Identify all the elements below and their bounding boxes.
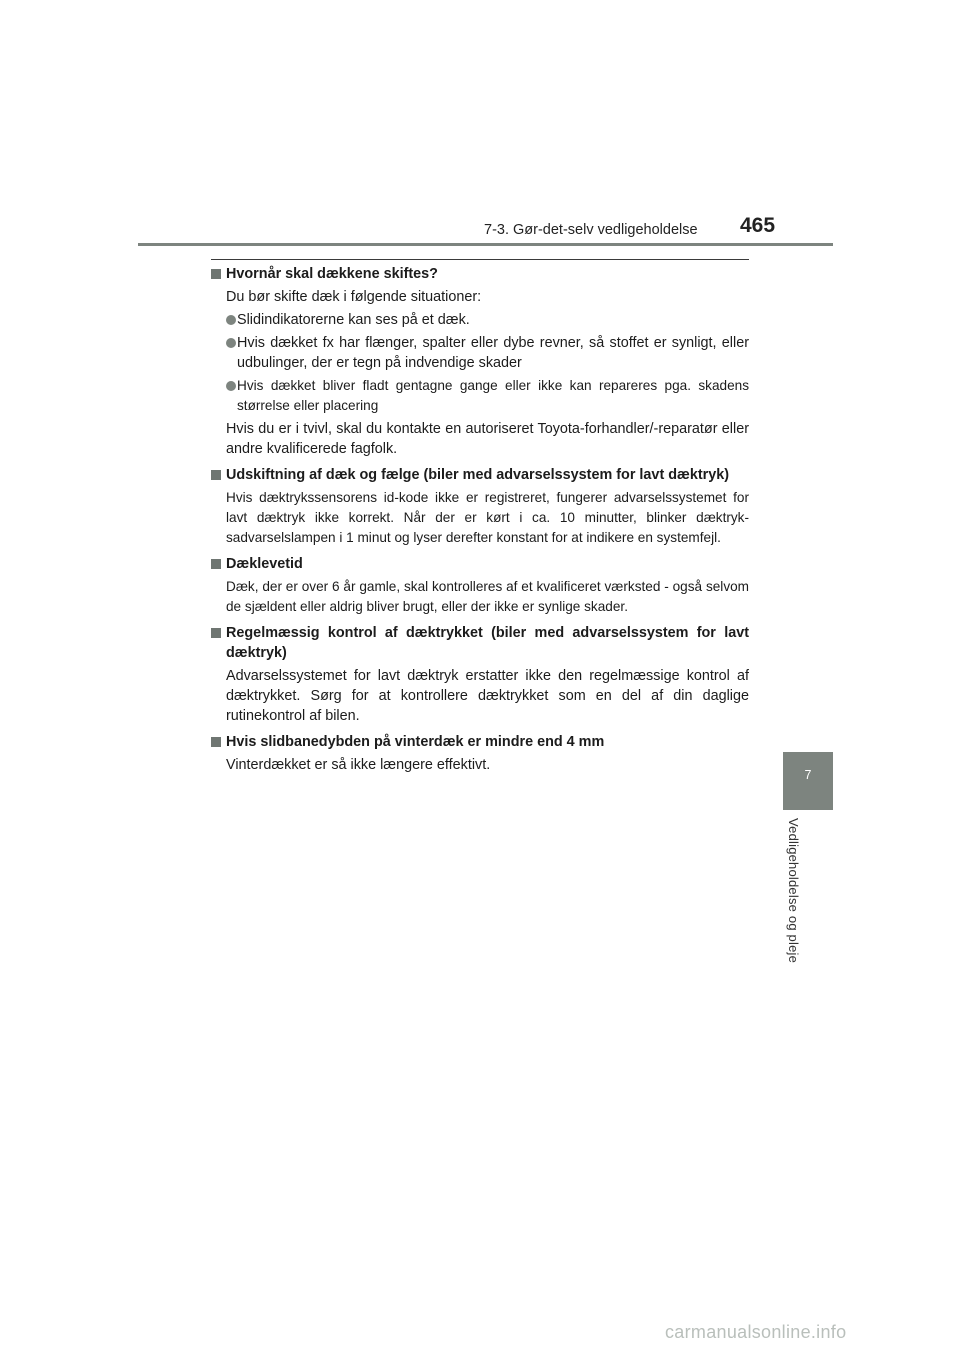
circle-bullet-icon [226,338,236,348]
section-body: Vinterdækket er så ikke længere effektivt. [226,757,491,773]
circle-bullet-icon [226,381,236,391]
section-body: Advarselssystemet for lavt dæktryk erstatter ikke den regelmæssige kontrol af dæktrykket. Sørg for at kontrollere dæktrykket som en del af din daglige rutinekontrol af bilen. [226,668,749,724]
watermark-text: carmanualsonline.info [665,1322,847,1342]
section-heading: Regelmæssig kontrol af dæktrykket (biler med advarselssystem for lavt dæktryk) [211,623,749,663]
section-body: Dæk, der er over 6 år gamle, skal kontrolleres af et kvalificeret værksted - også selvom de sjældent eller aldrig bliver brugt, eller der ikke er synlige skader. [226,579,749,614]
section-heading: Dæklevetid [211,554,749,574]
section-intro: Du bør skifte dæk i følgende situationer: [226,289,482,305]
section-pressure-check [211,623,749,726]
square-bullet-icon [211,737,221,747]
content-divider [211,259,749,260]
page-content [211,264,749,781]
circle-bullet-icon [226,315,236,325]
section-heading: Hvis slidbanedybden på vinterdæk er mindre end 4 mm [211,732,749,752]
page-number: 465 [740,214,776,237]
square-bullet-icon [211,269,221,279]
section-winter-tread-depth [211,732,749,775]
chapter-tab[interactable] [783,752,833,810]
section-heading: Udskiftning af dæk og fælge (biler med advarselssystem for lavt dæktryk) [211,465,749,485]
header-divider [138,243,833,246]
list-item: Hvis dækket fx har flænger, spalter eller dybe revner, så stoffet er synligt, eller udbulinger, der er tegn på indvendige skader [226,333,749,373]
section-outro: Hvis du er i tvivl, skal du kontakte en autoriseret Toyota-forhandler/-reparatør eller andre kvalificerede fagfolk. [226,421,749,457]
list-item: Hvis dækket bliver fladt gentagne gange eller ikke kan repareres pga. skadens størrelse eller placering [226,376,749,416]
running-header-section: 7-3. Gør-det-selv vedligeholdelse [484,222,698,238]
section-body: Hvis dæktrykssensorens id-kode ikke er registreret, fungerer advarselssystemet for lavt dæktryk ikke korrekt. Når der er kørt i ca. 10 minutter, blinker dæktryk-sadvarselslampen i 1 minut og lyser derefter konstant for at indikere en systemfejl. [226,490,749,545]
section-tire-lifetime [211,554,749,617]
section-heading: Hvornår skal dækkene skiftes? [211,264,749,284]
chapter-number: 7 [804,768,812,782]
square-bullet-icon [211,470,221,480]
chapter-title-vertical: Vedligeholdelse og pleje [786,818,801,964]
square-bullet-icon [211,628,221,638]
square-bullet-icon [211,559,221,569]
section-tire-replacement-when [211,264,749,459]
section-tire-and-wheel-replacement [211,465,749,548]
list-item: Slidindikatorerne kan ses på et dæk. [226,310,749,330]
